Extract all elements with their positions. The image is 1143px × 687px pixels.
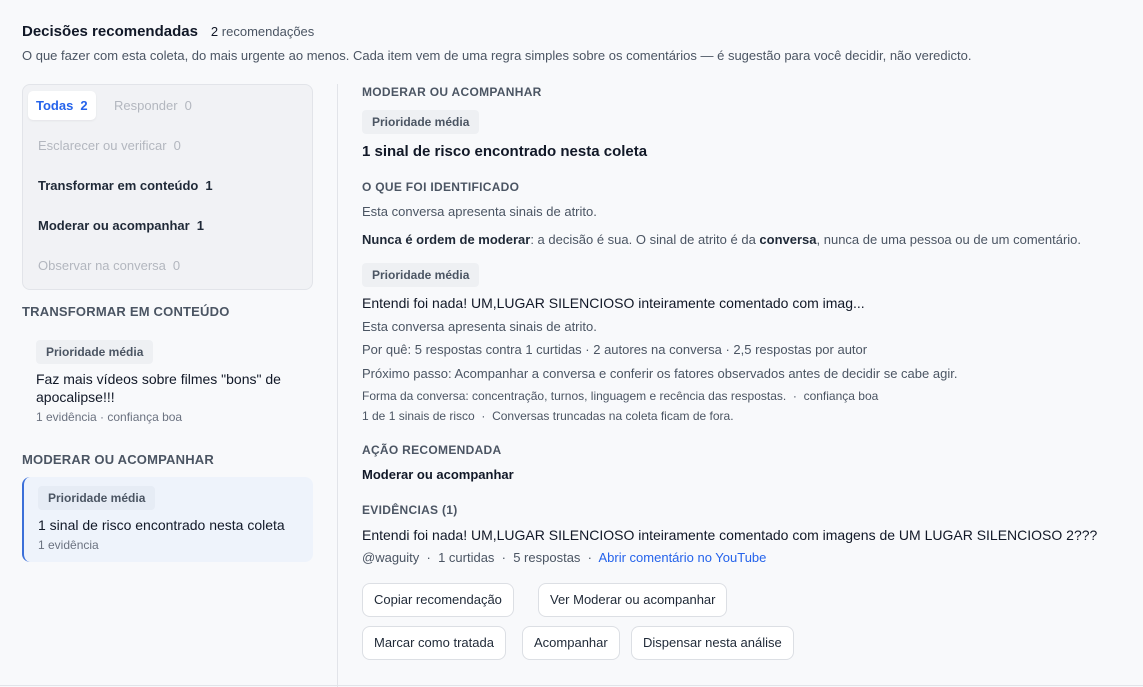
tab-todas[interactable]: Todas 2 [28,91,96,120]
action-value: Moderar ou acompanhar [362,467,514,482]
card-title: 1 sinal de risco encontrado nesta coleta [38,517,285,533]
page-subtitle: O que fazer com esta coleta, do mais urgente ao menos. Cada item vem de uma regra simples sobre os comentários — é sugestão para você decidir, não veredicto. [22,48,972,63]
identified-label: O QUE FOI IDENTIFICADO [362,180,520,194]
group-heading-transformar: TRANSFORMAR EM CONTEÚDO [22,304,230,319]
bottom-divider [0,685,1143,686]
card-meta: 1 evidência [38,538,99,552]
evidence-text: Entendi foi nada! UM,LUGAR SILENCIOSO inteiramente comentado com imagens de UM LUGAR SILENCIOSO 2??? [362,527,1098,543]
page-header [22,23,1143,63]
evidence-likes: 1 curtidas [438,550,495,565]
recommendation-card[interactable] [22,331,313,433]
signal-next-step: Próximo passo: Acompanhar a conversa e conferir os fatores observados antes de decidir se cabe agir. [362,366,958,381]
tab-transformar-em-conteudo[interactable]: Transformar em conteúdo 1 [38,178,213,193]
signal-why: Por quê: 5 respostas contra 1 curtidas · 2 autores na conversa · 2,5 respostas por autor [362,342,868,357]
card-meta: 1 evidência · confiança boa [36,410,183,424]
priority-badge: Prioridade média [362,110,479,134]
page-title: Decisões recomendadas [22,23,198,40]
identified-text: Esta conversa apresenta sinais de atrito. [362,204,597,219]
tab-observar-na-conversa[interactable]: Observar na conversa 0 [38,258,181,273]
recommendation-count: 2 recomendações [210,24,315,39]
view-category-button[interactable]: Ver Moderar ou acompanhar [538,583,727,617]
filter-tabs [22,84,313,290]
open-youtube-link[interactable]: Abrir comentário no YouTube [598,550,767,565]
signal-count: 1 de 1 sinais de risco · Conversas truncadas na coleta ficam de fora. [362,409,734,423]
signal-priority-badge: Prioridade média [362,263,479,287]
follow-button[interactable]: Acompanhar [522,626,620,660]
column-divider [337,84,338,687]
dismiss-button[interactable]: Dispensar nesta análise [631,626,794,660]
priority-badge: Prioridade média [38,486,155,510]
evidence-meta: @waguity · 1 curtidas · 5 respostas · Abrir comentário no YouTube [362,550,767,565]
tab-esclarecer-ou-verificar[interactable]: Esclarecer ou verificar 0 [38,138,181,153]
tab-moderar-ou-acompanhar[interactable]: Moderar ou acompanhar 1 [38,218,204,233]
signal-title: Entendi foi nada! UM,LUGAR SILENCIOSO inteiramente comentado com imag... [362,295,865,311]
evidence-replies: 5 respostas [513,550,581,565]
tab-responder[interactable]: Responder 0 [114,98,192,113]
detail-title: 1 sinal de risco encontrado nesta coleta [362,143,648,160]
signal-form: Forma da conversa: concentração, turnos, linguagem e recência das respostas. · confiança boa [362,389,879,403]
disclaimer-text: Nunca é ordem de moderar: a decisão é sua. O sinal de atrito é da conversa, nunca de uma pessoa ou de um comentário. [362,232,1082,247]
evidence-label: EVIDÊNCIAS (1) [362,503,458,517]
action-label: AÇÃO RECOMENDADA [362,443,502,457]
evidence-author: @waguity [362,550,420,565]
card-title: Faz mais vídeos sobre filmes "bons" de apocalipse!!! [36,371,281,405]
recommendation-card-selected[interactable] [22,477,313,562]
copy-recommendation-button[interactable]: Copiar recomendação [362,583,514,617]
priority-badge: Prioridade média [36,340,153,364]
signal-description: Esta conversa apresenta sinais de atrito. [362,319,597,334]
mark-handled-button[interactable]: Marcar como tratada [362,626,506,660]
group-heading-moderar: MODERAR OU ACOMPANHAR [22,452,214,467]
detail-category: MODERAR OU ACOMPANHAR [362,85,542,99]
